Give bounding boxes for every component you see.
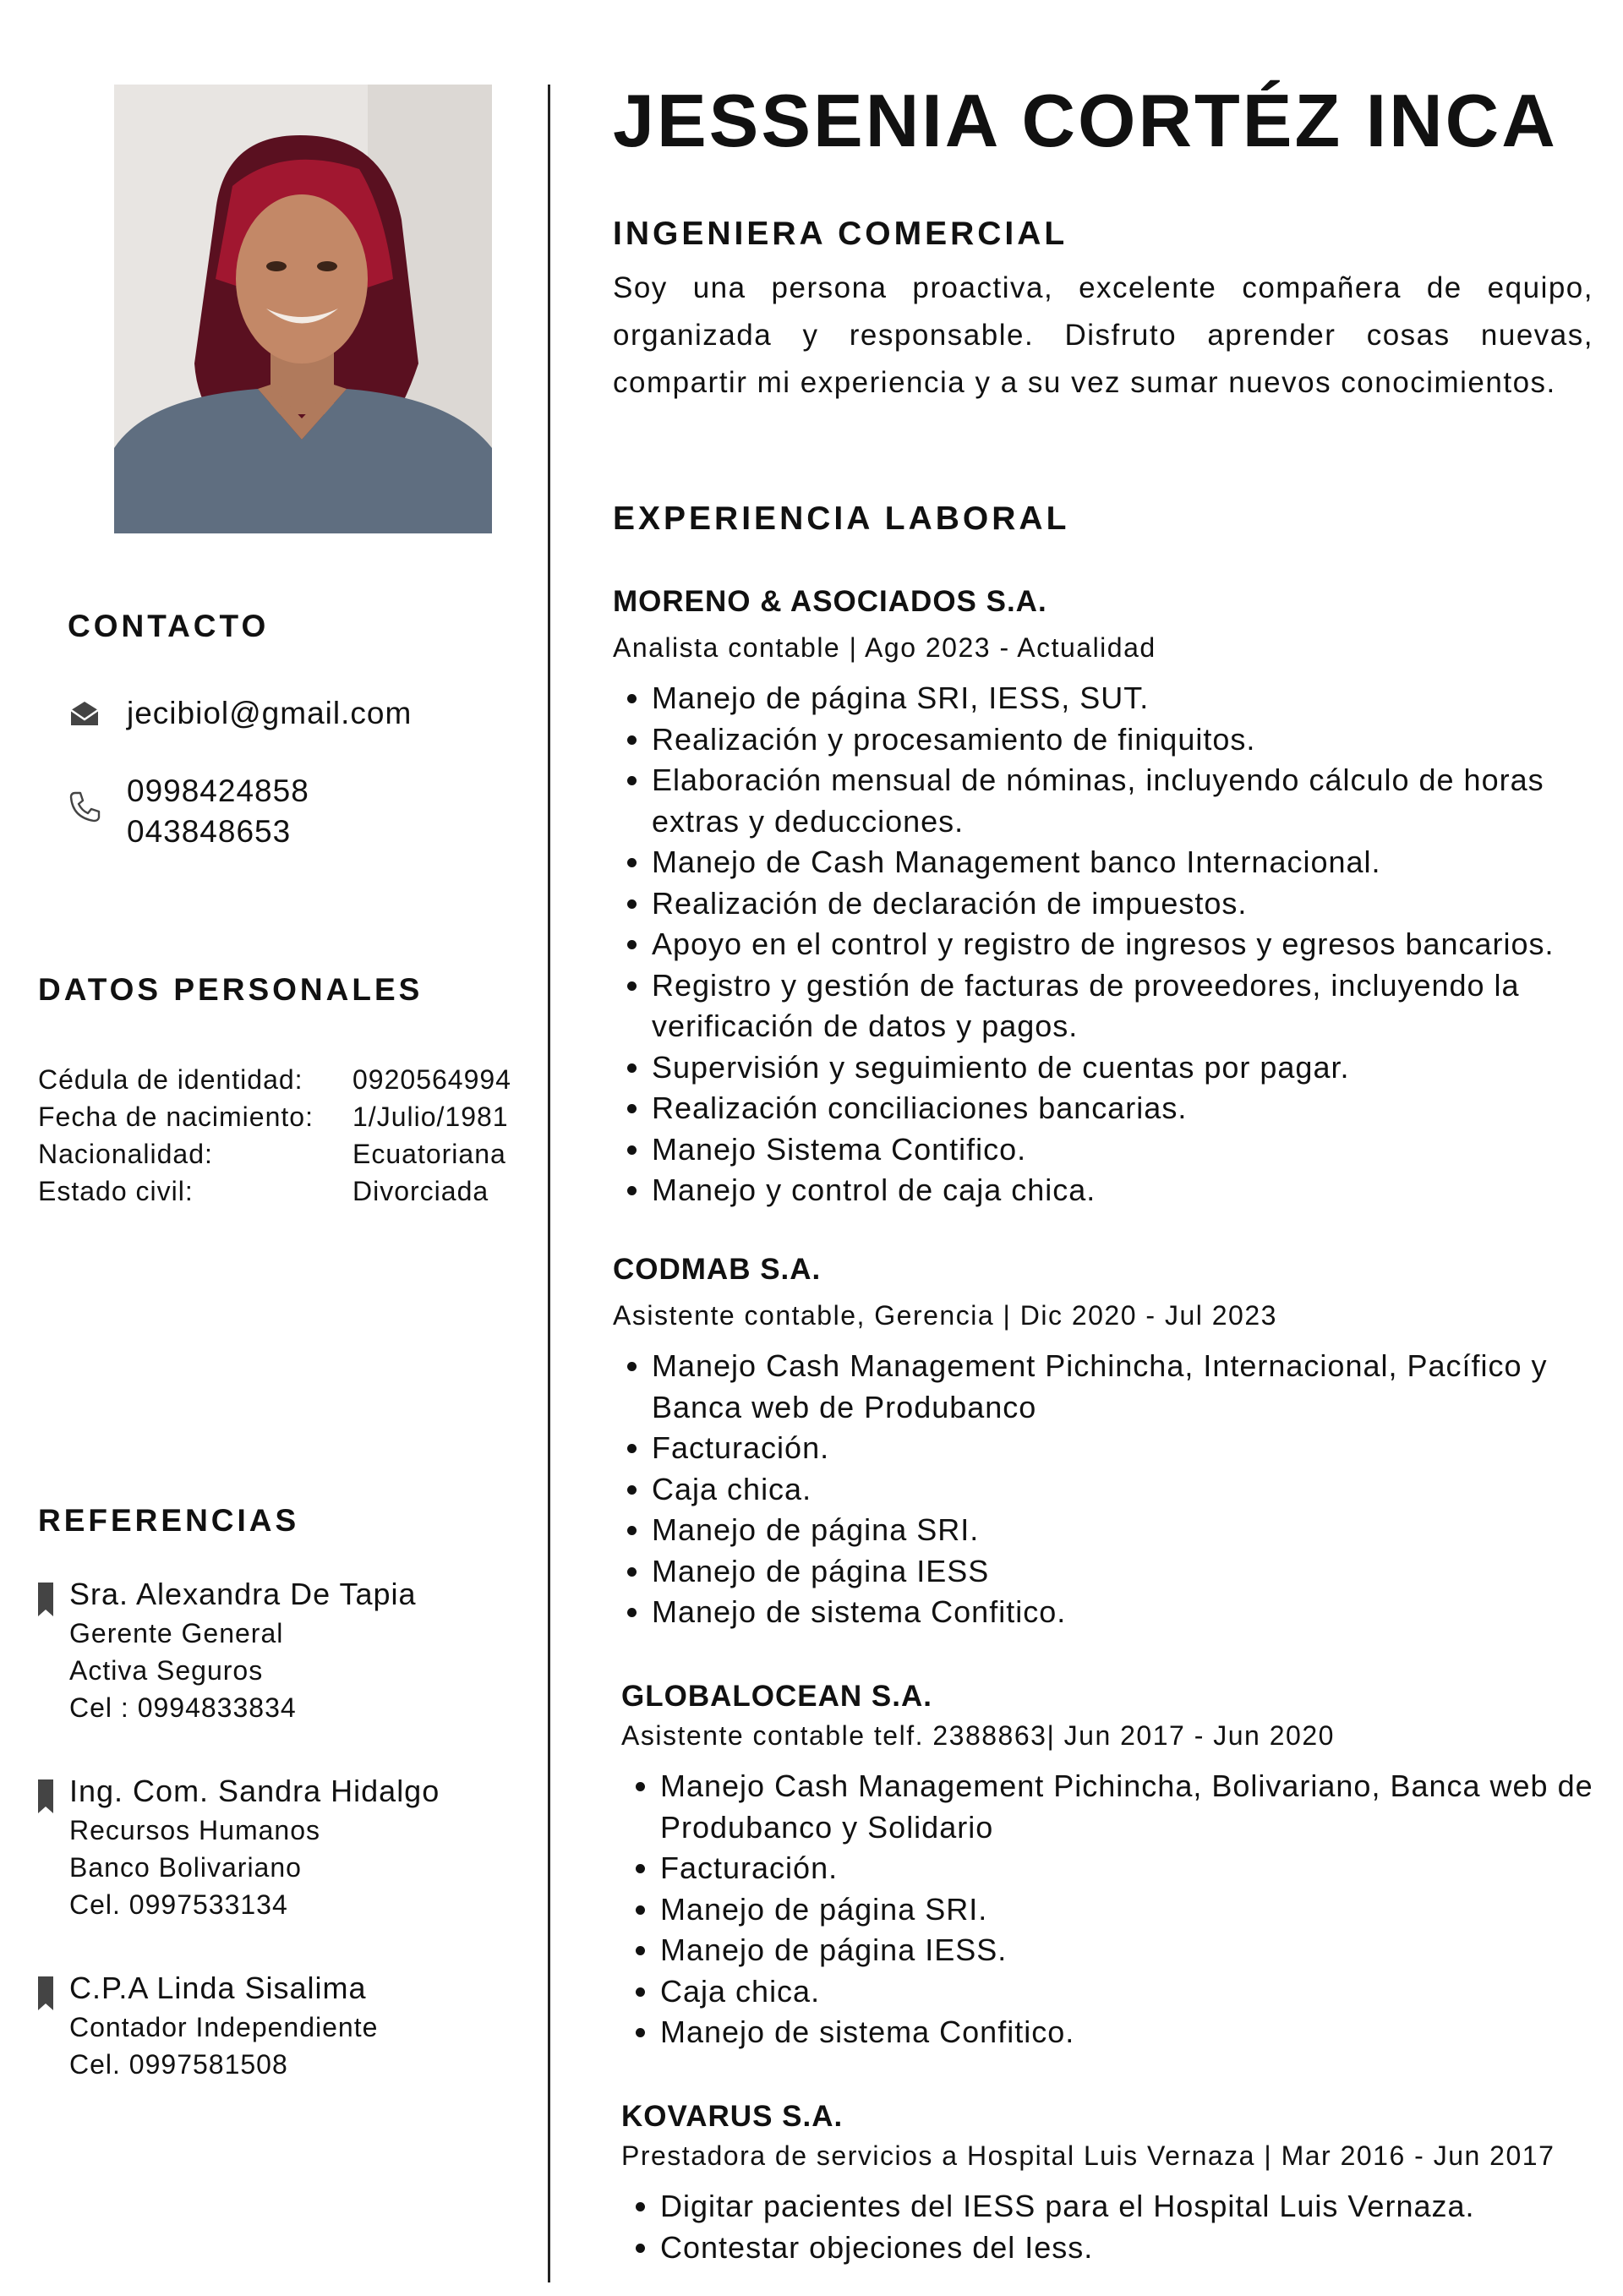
job-bullet: • Manejo de página IESS.: [660, 1930, 1619, 1971]
job-entry: [613, 583, 1610, 1211]
references-heading: REFERENCIAS: [38, 1503, 300, 1538]
personal-value: Ecuatoriana: [352, 1139, 506, 1169]
job-bullet: • Manejo Cash Management Pichincha, Bolivariano, Banca web de Produbanco y Solidario: [660, 1766, 1619, 1848]
contact-email-row: [68, 693, 412, 734]
job-company: GLOBALOCEAN S.A.: [621, 1680, 932, 1713]
experience-heading: EXPERIENCIA LABORAL: [613, 500, 1070, 537]
job-entry: [613, 1251, 1610, 1633]
job-company: KOVARUS S.A.: [621, 2100, 844, 2133]
references-list: [38, 1574, 511, 2128]
job-bullet: • Realización de declaración de impuestos.: [652, 883, 1610, 925]
bookmark-icon: [38, 1583, 53, 1616]
job-bullet: • Digitar pacientes del IESS para el Hospital Luis Vernaza.: [660, 2186, 1619, 2228]
reference-name: Ing. Com. Sandra Hidalgo: [69, 1774, 440, 1808]
personal-label: Estado civil:: [38, 1176, 194, 1206]
contact-heading: CONTACTO: [68, 609, 270, 643]
reference-line: Cel. 0997581508: [69, 2049, 288, 2080]
job-company: CODMAB S.A.: [613, 1253, 822, 1286]
reference-item: [38, 1968, 511, 2083]
personal-label: Fecha de nacimiento:: [38, 1102, 314, 1132]
reference-line: Cel. 0997533134: [69, 1889, 288, 1920]
job-role: Asistente contable telf. 2388863| Jun 2017 - Jun 2020: [621, 1720, 1335, 1751]
job-entry: [621, 2098, 1619, 2268]
reference-line: Recursos Humanos: [69, 1815, 320, 1845]
reference-item: [38, 1574, 511, 1726]
job-company: MORENO & ASOCIADOS S.A.: [613, 585, 1047, 618]
job-bullet: • Facturación.: [660, 1848, 1619, 1889]
personal-value: 1/Julio/1981: [352, 1102, 509, 1132]
job-bullet: • Manejo Sistema Contifico.: [652, 1129, 1610, 1171]
job-role: Prestadora de servicios a Hospital Luis Vernaza | Mar 2016 - Jun 2017: [621, 2140, 1555, 2171]
job-bullets: [621, 2186, 1619, 2268]
job-bullet: • Supervisión y seguimiento de cuentas por pagar.: [652, 1047, 1610, 1089]
personal-row: [38, 1061, 511, 1098]
job-bullet: • Manejo y control de caja chica.: [652, 1170, 1610, 1211]
bookmark-icon: [38, 1779, 53, 1813]
job-bullet: • Manejo de página SRI, IESS, SUT.: [652, 678, 1610, 719]
job-bullet: • Contestar objeciones del Iess.: [660, 2228, 1619, 2269]
reference-item: [38, 1771, 511, 1923]
job-bullet: • Registro y gestión de facturas de proveedores, incluyendo la verificación de datos y pagos.: [652, 965, 1610, 1047]
job-bullet: • Manejo de página IESS: [652, 1551, 1610, 1593]
contact-phone-1[interactable]: 0998424858: [127, 774, 309, 808]
job-bullet: • Caja chica.: [660, 1971, 1619, 2013]
personal-row: [38, 1098, 511, 1135]
job-bullet: • Manejo de sistema Confitico.: [660, 2012, 1619, 2053]
job-bullet: • Manejo de sistema Confitico.: [652, 1592, 1610, 1633]
job-bullet: • Manejo de Cash Management banco Internacional.: [652, 842, 1610, 883]
personal-value: 0920564994: [352, 1064, 511, 1095]
job-bullets: [613, 678, 1610, 1211]
job-bullet: • Facturación.: [652, 1428, 1610, 1469]
job-bullet: • Caja chica.: [652, 1469, 1610, 1511]
job-bullet: • Manejo de página SRI.: [660, 1889, 1619, 1931]
reference-line: Activa Seguros: [69, 1655, 264, 1686]
job-bullet: • Manejo Cash Management Pichincha, Internacional, Pacífico y Banca web de Produbanco: [652, 1346, 1610, 1428]
bookmark-icon: [38, 1976, 53, 2010]
envelope-icon: [68, 697, 101, 730]
profile-summary: Soy una persona proactiva, excelente compañera de equipo, organizada y responsable. Disfruto aprender cosas nuevas, compartir mi experiencia y a su vez sumar nuevos conocimientos.: [613, 271, 1593, 399]
reference-name: Sra. Alexandra De Tapia: [69, 1577, 417, 1611]
personal-row: [38, 1173, 511, 1210]
reference-name: C.P.A Linda Sisalima: [69, 1971, 367, 2005]
job-role: Analista contable | Ago 2023 - Actualidad: [613, 632, 1156, 663]
personal-label: Cédula de identidad:: [38, 1064, 303, 1095]
job-entry: [621, 1678, 1619, 2053]
reference-line: Banco Bolivariano: [69, 1852, 302, 1883]
job-bullets: [621, 1766, 1619, 2053]
reference-line: Gerente General: [69, 1618, 284, 1648]
phone-icon: [68, 790, 101, 823]
contact-phone-row: [68, 771, 309, 852]
profession-title: INGENIERA COMERCIAL: [613, 216, 1068, 252]
contact-phone-2[interactable]: 043848653: [127, 814, 292, 849]
job-role: Asistente contable, Gerencia | Dic 2020 - Jul 2023: [613, 1300, 1277, 1331]
personal-row: [38, 1135, 511, 1173]
reference-line: Contador Independiente: [69, 2012, 379, 2042]
column-divider: [548, 85, 550, 2282]
personal-label: Nacionalidad:: [38, 1139, 213, 1169]
job-bullet: • Elaboración mensual de nóminas, incluyendo cálculo de horas extras y deducciones.: [652, 760, 1610, 842]
job-bullet: • Manejo de página SRI.: [652, 1510, 1610, 1551]
profile-photo: [114, 85, 492, 533]
contact-email[interactable]: jecibiol@gmail.com: [127, 696, 413, 730]
candidate-name: JESSENIA CORTÉZ INCA: [613, 79, 1558, 162]
job-bullet: • Realización conciliaciones bancarias.: [652, 1088, 1610, 1129]
job-bullet: • Apoyo en el control y registro de ingresos y egresos bancarios.: [652, 924, 1610, 965]
personal-value: Divorciada: [352, 1176, 489, 1206]
job-bullets: [613, 1346, 1610, 1633]
personal-heading: DATOS PERSONALES: [38, 972, 424, 1007]
personal-data-list: [38, 1061, 511, 1210]
job-bullet: • Realización y procesamiento de finiquitos.: [652, 719, 1610, 761]
reference-line: Cel : 0994833834: [69, 1692, 297, 1723]
